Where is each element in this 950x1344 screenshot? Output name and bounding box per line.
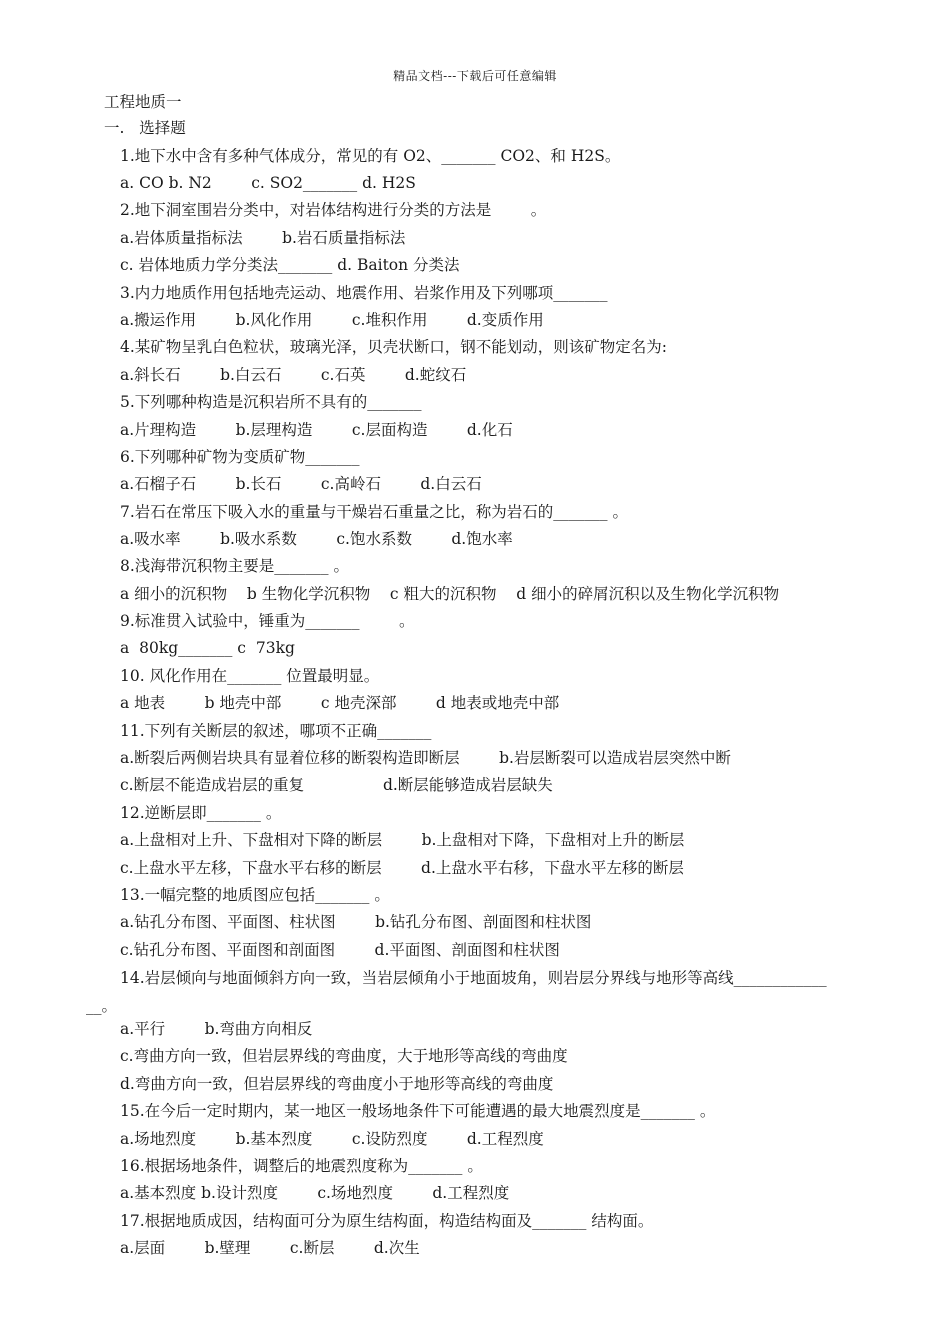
document-title: 工程地质一 [104,93,182,111]
options-line: a 地表 b 地壳中部 c 地壳深部 d 地表或地壳中部 [120,694,560,712]
question-text: 8.浅海带沉积物主要是_______ 。 [120,557,349,575]
options-line: a. CO b. N2 c. SO2_______ d. H2S [120,174,416,192]
options-line: c.断层不能造成岩层的重复 d.断层能够造成岩层缺失 [120,776,553,794]
question-text: 17.根据地质成因，结构面可分为原生结构面，构造结构面及_______ 结构面。 [120,1212,654,1230]
options-line: a.层面 b.壁理 c.断层 d.次生 [120,1239,420,1257]
options-line: a.基本烈度 b.设计烈度 c.场地烈度 d.工程烈度 [120,1184,510,1202]
options-line: a.场地烈度 b.基本烈度 c.设防烈度 d.工程烈度 [120,1130,544,1148]
options-line: c.弯曲方向一致，但岩层界线的弯曲度，大于地形等高线的弯曲度 [120,1047,568,1065]
question-text: 16.根据场地条件，调整后的地震烈度称为_______ 。 [120,1157,483,1175]
question-text: 5.下列哪种构造是沉积岩所不具有的_______ [120,393,422,411]
options-line: c.上盘水平左移，下盘水平右移的断层 d.上盘水平右移，下盘水平左移的断层 [120,859,684,877]
options-line: a.吸水率 b.吸水系数 c.饱水系数 d.饱水率 [120,530,513,548]
options-line: a 细小的沉积物 b 生物化学沉积物 c 粗大的沉积物 d 细小的碎屑沉积以及生物化学沉积物 [120,585,780,603]
options-line: c. 岩体地质力学分类法_______ d. Baiton 分类法 [120,256,460,274]
options-line: a.断裂后两侧岩块具有显着位移的断裂构造即断层 b.岩层断裂可以造成岩层突然中断 [120,749,731,767]
question-text: 2.地下洞室围岩分类中，对岩体结构进行分类的方法是 。 [120,201,547,219]
question-text: 12.逆断层即_______ 。 [120,804,282,822]
question-text: 13.一幅完整的地质图应包括_______ 。 [120,886,390,904]
question-text: 14.岩层倾向与地面倾斜方向一致，当岩层倾角小于地面坡角，则岩层分界线与地形等高线____________ [120,969,827,987]
question-text: 1.地下水中含有多种气体成分，常见的有 O2、_______ CO2、和 H2S。 [120,147,621,165]
question-text: 15.在今后一定时期内，某一地区一般场地条件下可能遭遇的最大地震烈度是_______ 。 [120,1102,716,1120]
options-line: a.平行 b.弯曲方向相反 [120,1020,313,1038]
options-line: a.岩体质量指标法 b.岩石质量指标法 [120,229,406,247]
section-heading: 一. 选择题 [104,119,186,137]
question-text: 6.下列哪种矿物为变质矿物_______ [120,448,360,466]
options-line: a 80kg_______ c 73kg [120,639,295,657]
page-header: 精品文档---下载后可任意编辑 [393,69,557,83]
question-text: 9.标准贯入试验中，锤重为_______ 。 [120,612,415,630]
question-text: 4.某矿物呈乳白色粒状，玻璃光泽，贝壳状断口，钢不能划动，则该矿物定名为: [120,338,668,356]
options-line: a.斜长石 b.白云石 c.石英 d.蛇纹石 [120,366,467,384]
question-text: 3.内力地质作用包括地壳运动、地震作用、岩浆作用及下列哪项_______ [120,284,608,302]
question-text: 10. 风化作用在_______ 位置最明显。 [120,667,380,685]
options-line: a.钻孔分布图、平面图、柱状图 b.钻孔分布图、剖面图和柱状图 [120,913,592,931]
options-line: a.搬运作用 b.风化作用 c.堆积作用 d.变质作用 [120,311,544,329]
continuation-text: __。 [86,997,118,1015]
question-text: 7.岩石在常压下吸入水的重量与干燥岩石重量之比，称为岩石的_______ 。 [120,503,628,521]
options-line: c.钻孔分布图、平面图和剖面图 d.平面图、剖面图和柱状图 [120,941,560,959]
options-line: a.片理构造 b.层理构造 c.层面构造 d.化石 [120,421,513,439]
options-line: d.弯曲方向一致，但岩层界线的弯曲度小于地形等高线的弯曲度 [120,1075,554,1093]
question-text: 11.下列有关断层的叙述，哪项不正确_______ [120,722,432,740]
options-line: a.上盘相对上升、下盘相对下降的断层 b.上盘相对下降，下盘相对上升的断层 [120,831,685,849]
options-line: a.石榴子石 b.长石 c.高岭石 d.白云石 [120,475,482,493]
